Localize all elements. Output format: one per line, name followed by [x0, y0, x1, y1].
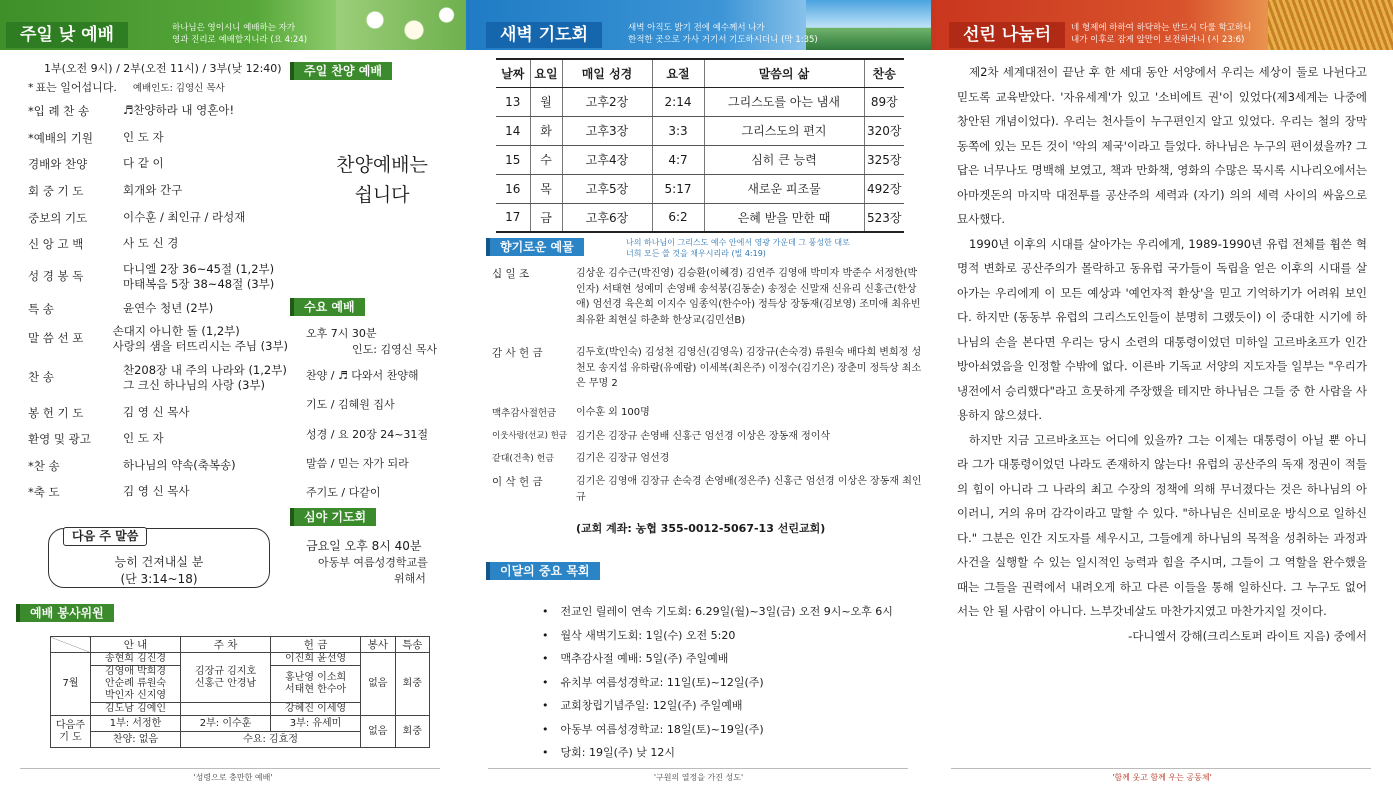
order-row: 말 씀 선 포 손대지 아니한 돌 (1,2부) 사랑의 샘을 터뜨리시는 주님 (3부) [28, 324, 288, 353]
offering-row: 이 삭 헌 금 김기은 김영애 김장규 손숙경 손영배(정은주) 신홍근 엄선경 이상은 장동재 최인규 [492, 476, 922, 503]
order-row: *예배의 기원 인 도 자 [28, 130, 164, 145]
section-title: 새벽 기도회 [486, 22, 602, 48]
wednesday-leader: 인도: 김영신 목사 [352, 343, 438, 356]
duty-label: 예배 봉사위원 [16, 604, 114, 622]
table-row: 13 월 고후2장 2:14 그리스도를 아는 냄새 89장 [496, 87, 904, 116]
friday-time: 금요일 오후 8시 40분 [306, 539, 422, 553]
friday-prayer-label: 심야 기도회 [290, 508, 376, 526]
offering-label: 향기로운 예물 [486, 238, 584, 256]
header-sunday-worship [0, 0, 466, 50]
header-quote-line2: 내가 이후로 잠게 앞만이 보전하라니 (시 23:6) [1071, 35, 1245, 45]
wednesday-item: 주기도 / 다같이 [306, 486, 381, 499]
wednesday-worship-label: 수요 예배 [290, 298, 365, 316]
list-item: • 맥추감사절 예배: 5일(주) 주일예배 [542, 651, 893, 675]
news-list [542, 604, 893, 769]
list-item: • 아동부 여름성경학교: 18일(토)~19일(주) [542, 722, 893, 746]
header-quote-line1: 하나님은 영이시니 예배하는 자가 [172, 23, 296, 33]
next-week-word [48, 528, 270, 588]
header-dawn-prayer [466, 0, 931, 50]
list-item: • 전교인 릴레이 연속 기도회: 6.29일(월)~3일(금) 오전 9시~오후 6시 [542, 604, 893, 628]
order-row: *찬 송 하나님의 약속(축복송) [28, 458, 236, 473]
order-row: 환영 및 광고 인 도 자 [28, 431, 164, 446]
table-row: 14 화 고후3장 3:3 그리스도의 편지 320장 [496, 116, 904, 145]
offering-row: 맥추감사절헌금 이수훈 외 100명 [492, 407, 650, 419]
church-account: (교회 계좌: 농협 355-0012-5067-13 선린교회) [576, 522, 826, 535]
wednesday-item: 찬양 / ♬ 다와서 찬양해 [306, 369, 419, 382]
header-quote-line2: 영과 진리로 예배할지니라 (요 4:24) [172, 35, 308, 45]
offering-row: 같대(건축) 헌금 김기은 김장규 엄선경 [492, 453, 670, 464]
wheat-image [1268, 0, 1393, 50]
header-sharing [931, 0, 1393, 50]
wednesday-item: 기도 / 김혜원 집사 [306, 398, 395, 411]
list-item: • 당회: 19일(주) 낮 12시 [542, 745, 893, 769]
section-title: 선린 나눔터 [949, 22, 1065, 48]
essay-paragraph: 제2차 세계대전이 끝난 후 한 세대 동안 서양에서 우리는 세상이 둘로 나뉜다고 믿도록 교육받았다. '자유세계'가 있고 '소비에트 권'이 있었다(제3세계는 나중에 창안된 개념이었다). 우리는 천사들이 누구편인지 알고 있었다. 우리는 철의 장막 동쪽에 있는 모든 것이 '악의 제국'이라고 들었다. 하나님은 누구의 편이셨을까? 그 답은 너무나도 명백해 보였고, 책과 만화책, 영화의 수많은 묵시록 시나리오에서는 아마겟돈의 마지막 대전투를 공산주의 세력과 (자기) 의의 세력 사이의 싸움으로 묘사했다. [957, 65, 1367, 226]
duty-table: 안 내 주 차 헌 금 봉사 특송 7월 송현희 김진경 김장규 김지호 신홍근 안경남 이진희 윤선영 없음 회중 김영애 박희경 안순례 류원숙 박인자 신지영 홍난영 이소희 서태현 한수아 김도남 김예인 강혜진 이세영 다음주 기 도 1부: 서정한 2부: 이수훈 3부: 유세미 없음 회중 찬양: 없음 수요: 김효정 [50, 636, 430, 748]
service-times: 1부(오전 9시) / 2부(오전 11시) / 3부(낮 12:40) [44, 62, 282, 75]
list-item: • 유치부 여름성경학교: 11일(토)~12일(주) [542, 675, 893, 699]
column-dawn-prayer [466, 0, 931, 796]
order-row: *축 도 김 영 신 목사 [28, 484, 190, 499]
column-sunday-worship [0, 0, 466, 796]
offering-row: 감 사 헌 금 김두호(박인숙) 김성천 김영신(김영옥) 김장규(손숙경) 류원숙 배다희 변희정 성천모 송지섭 유하람(유예람) 이세복(최은주) 이정수(김기은) 장춘미 정득상 최소은 무명 2 [492, 347, 922, 389]
dawn-prayer-table: 날짜 요일 매일 성경 요절 말씀의 삶 찬송 13 월 고후2장 2:14 그리스도를 아는 냄새 89장 14 화 고후3장 3:3 그리스도의 편지 320장 15 수 고후4장 4:7 심히 큰 능력 325장 16 목 고후5장 5:17 새로운 피조물 492장 17 금 고후6장 6:2 은혜 받을 만한 때 523장 [496, 58, 904, 233]
header-quote-line2: 한적한 곳으로 가사 거기서 기도하시더니 (막 1:35) [628, 35, 818, 45]
essay-paragraph: 하지만 지금 고르바초프는 어디에 있을까? 그는 이제는 대통령이 아닐 뿐 아니라 그가 대통령이었던 나라도 존재하지 않는다! 유럽의 공산주의 독재 정권이 적들의 힘이 아니라 그 나라의 최고 수장의 정책에 의해 무너졌다는 것은 하나님의 아이러니, 거의 유머 감각이라고 말할 수 있다. "하나님은 신비로운 방식으로 일하신다." 그분은 인간 지도자를 세우시고, 그들에게 하나님의 목적을 성취하는 과정과 사건을 실행할 수 있는 일시적인 능력과 힘을 주시며, 그들이 그 역할을 완수했을 때는 그들을 권력에서 내려오게 하고 다른 이들을 통해 일하신다. 그 누구도 없어서는 안 될 사람이 아니다. 느부갓네살도 마찬가지였고 마찬가지일 것이다. [957, 432, 1367, 618]
order-row: 성 경 봉 독 다니엘 2장 36~45절 (1,2부) 마태복음 5장 38~48절 (3부) [28, 262, 275, 291]
offering-verse: 나의 하나님이 그리스도 예수 안에서 영광 가운데 그 풍성한 대로 너희 모든 쓸 것을 채우시리라 (빌 4:19) [626, 238, 850, 258]
next-week-tag: 다음 주 말씀 [63, 527, 147, 546]
table-row: 15 수 고후4장 4:7 심히 큰 능력 325장 [496, 145, 904, 174]
next-week-ref: (단 3:14~18) [120, 572, 198, 586]
friday-note: 위해서 [394, 572, 426, 585]
footer-caption: '함께 웃고 함께 우는 공동체' [1112, 773, 1212, 782]
star-mark: * [28, 81, 34, 94]
header-quote-line1: 새벽 아직도 밝기 전에 예수께서 나가 [628, 23, 765, 33]
news-label: 이달의 중요 목회 [486, 562, 600, 580]
column-sharing [931, 0, 1393, 796]
footer-caption: '성령으로 충만한 예배' [193, 773, 273, 782]
order-row: 봉 헌 기 도 김 영 신 목사 [28, 405, 190, 420]
praise-worship-label: 주일 찬양 예배 [290, 62, 392, 80]
friday-note: 아동부 여름성경학교를 [318, 556, 428, 569]
footer-caption: '구원의 열정을 가진 성도' [653, 773, 744, 782]
wednesday-item: 성경 / 요 20장 24~31절 [306, 428, 429, 441]
order-row: 신 앙 고 백 사 도 신 경 [28, 236, 179, 251]
order-row: 찬 송 찬208장 내 주의 나라와 (1,2부) 그 크신 하나님의 사랑 (3부) [28, 363, 287, 392]
essay-signature: -다니엘서 강해(크리스토퍼 라이트 지음) 중에서 [1128, 628, 1367, 643]
order-row: 회 중 기 도 회개와 간구 [28, 183, 183, 198]
stand-note: 표는 일어섭니다. [35, 81, 117, 94]
section-title: 주일 낮 예배 [6, 22, 128, 48]
flower-image [336, 0, 466, 50]
table-row: 16 목 고후5장 5:17 새로운 피조물 492장 [496, 174, 904, 203]
table-row: 17 금 고후6장 6:2 은혜 받을 만한 때 523장 [496, 203, 904, 232]
header-quote-line1: 네 형제에 하하여 하닥하는 반드시 다룰 학고하니 [1071, 23, 1252, 33]
sky-image [806, 0, 931, 50]
order-row: *입 례 찬 송 ♬찬양하라 내 영혼아! [28, 103, 235, 118]
offering-row: 이웃사랑(선교) 헌금 김기은 김장규 손영배 신홍근 엄선경 이상은 장동재 정이삭 [492, 431, 831, 442]
essay-paragraph: 1990년 이후의 시대를 살아가는 우리에게, 1989-1990년 유럽 전체를 휩쓴 혁명적 변화로 공산주의가 몰락하고 동유럽 국가들이 독립을 얻은 이후의 시대를 살아가는 우리에게 이 모든 예상과 '예언자적 환상'을 믿고 기억하기가 어려워 보인다. 하지만 (동동부 유럽의 그리스도인들이 분명히 그랬듯이) 이 중대한 시기에 하나님의 손을 본다면 우리는 당시 소련의 대통령이었던 미하일 고르바초프가 인간 방아쇠였음을 인정할 수밖에 없다. 이른바 기독교 서양의 지도자들 일부는 "우리가 냉전에서 승리했다"라고 흐뭇하게 주장했을 테지만 하나님은 그들 중 한 사람을 사용하지 않으셨다. [957, 236, 1367, 422]
list-item: • 교회창립기념주일: 12일(주) 주일예배 [542, 698, 893, 722]
wednesday-item: 말씀 / 믿는 자가 되라 [306, 457, 409, 470]
offering-row: 십 일 조 김상운 김수근(박진영) 김승환(이혜경) 김연주 김영애 박미자 박준수 서정한(박인자) 서태현 성예미 손영배 송석봉(김동순) 송정순 신말재 신유리 신홍근(한상애) 엄선경 육은희 이지수 임종익(한수아) 정득상 장동재(김보영) 조미애 최유빈 최유환 최현실 하춘화 한상교(김민선B) [492, 268, 921, 326]
next-week-title: 능히 건져내실 분 [114, 555, 204, 569]
worship-leader: 예배인도: 김영신 목사 [132, 83, 225, 94]
list-item: • 월삭 새벽기도회: 1일(수) 오전 5:20 [542, 628, 893, 652]
praise-notice: 찬양예배는 쉽니다 [336, 154, 428, 206]
essay-body [957, 60, 1367, 648]
wednesday-time: 오후 7시 30분 [306, 327, 377, 340]
order-row: 특 송 윤연수 청년 (2부) [28, 301, 214, 316]
order-row: 중보의 기도 이수훈 / 최인규 / 라성재 [28, 210, 246, 225]
order-row: 경배와 찬양 다 같 이 [28, 156, 164, 171]
